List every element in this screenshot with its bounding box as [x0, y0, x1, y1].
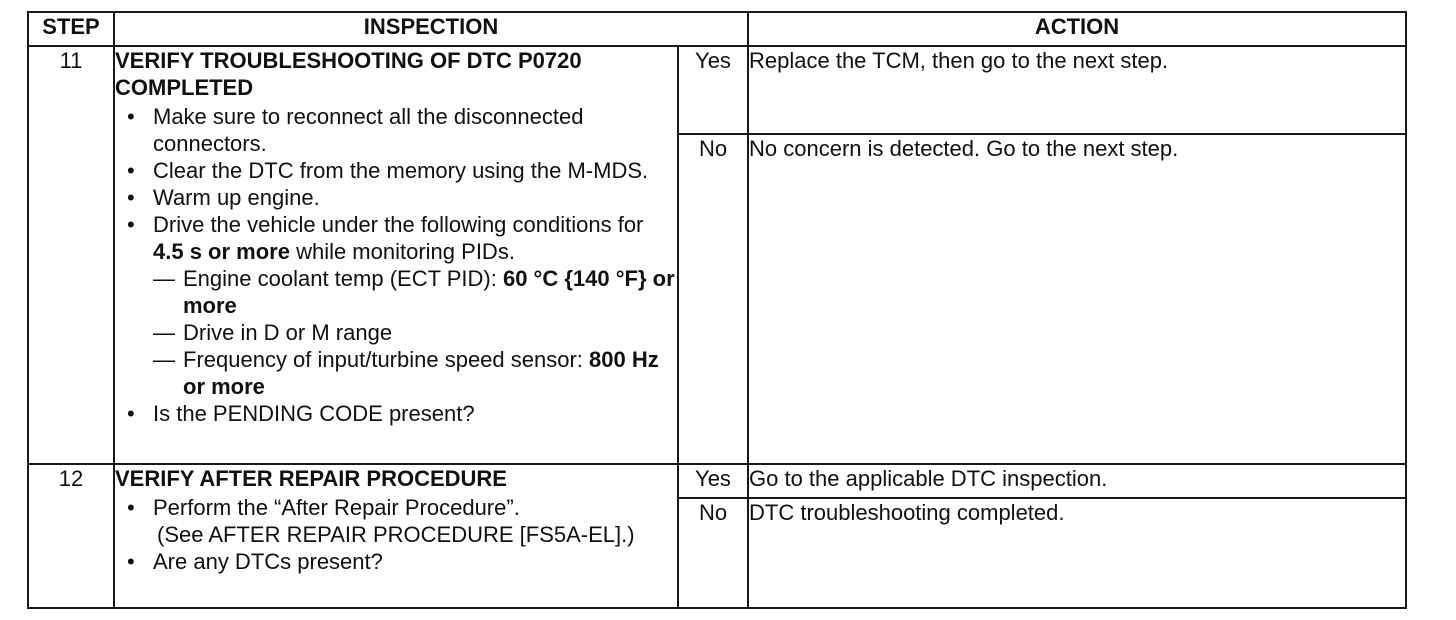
step-inspection — [114, 464, 678, 608]
step-title — [115, 47, 677, 101]
bullet-item: • Make sure to reconnect all the disconnected connectors. — [115, 103, 677, 157]
bullet-item: • Is the PENDING CODE present? — [115, 400, 677, 427]
condition-list — [153, 265, 677, 400]
yes-action: Replace the TCM, then go to the next step. — [748, 46, 1406, 134]
step-title-line: COMPLETED — [115, 75, 254, 100]
yes-label: Yes — [678, 464, 748, 498]
inspection-bullets — [115, 494, 677, 575]
bullet-text: • Perform the “After Repair Procedure”. — [153, 495, 520, 520]
no-label: No — [678, 498, 748, 608]
bullet-item: • Are any DTCs present? — [115, 548, 677, 575]
condition-text: Engine coolant temp (ECT PID): — [183, 266, 503, 291]
condition-item: — Drive in D or M range — [153, 319, 677, 346]
bullet-text: (See AFTER REPAIR PROCEDURE [FS5A-EL].) — [157, 522, 635, 547]
step-number: 11 — [28, 46, 114, 464]
bullet-bold-text: 4.5 s or more — [153, 239, 290, 264]
condition-item — [153, 346, 677, 400]
step-number: 12 — [28, 464, 114, 608]
no-action: No concern is detected. Go to the next step. — [748, 134, 1406, 464]
diagnostic-table — [27, 11, 1407, 609]
bullet-item — [115, 494, 677, 548]
bullet-item: • Clear the DTC from the memory using the M-MDS. — [115, 157, 677, 184]
step-12-yes-row — [28, 464, 1406, 498]
step-inspection — [114, 46, 678, 464]
step-title-line: VERIFY TROUBLESHOOTING OF DTC P0720 — [115, 48, 582, 73]
no-label: No — [678, 134, 748, 464]
step-11-yes-row — [28, 46, 1406, 134]
step-title: VERIFY AFTER REPAIR PROCEDURE — [115, 466, 507, 491]
header-step: STEP — [28, 12, 114, 46]
bullet-item — [115, 211, 677, 400]
header-row — [28, 12, 1406, 46]
bullet-item: • Warm up engine. — [115, 184, 677, 211]
no-action: DTC troubleshooting completed. — [748, 498, 1406, 608]
yes-action: Go to the applicable DTC inspection. — [748, 464, 1406, 498]
inspection-bullets — [115, 103, 677, 427]
bullet-text: Drive the vehicle under the following conditions for — [153, 212, 644, 237]
condition-text: Frequency of input/turbine speed sensor: — [183, 347, 590, 372]
yes-label: Yes — [678, 46, 748, 134]
condition-bold-text: 60 °C {140 °F} or more — [183, 266, 675, 318]
bullet-text: while monitoring PIDs. — [289, 239, 515, 264]
header-action: ACTION — [748, 12, 1406, 46]
header-inspection: INSPECTION — [114, 12, 748, 46]
condition-item — [153, 265, 677, 319]
condition-bold-text: 800 Hz or more — [183, 347, 659, 399]
